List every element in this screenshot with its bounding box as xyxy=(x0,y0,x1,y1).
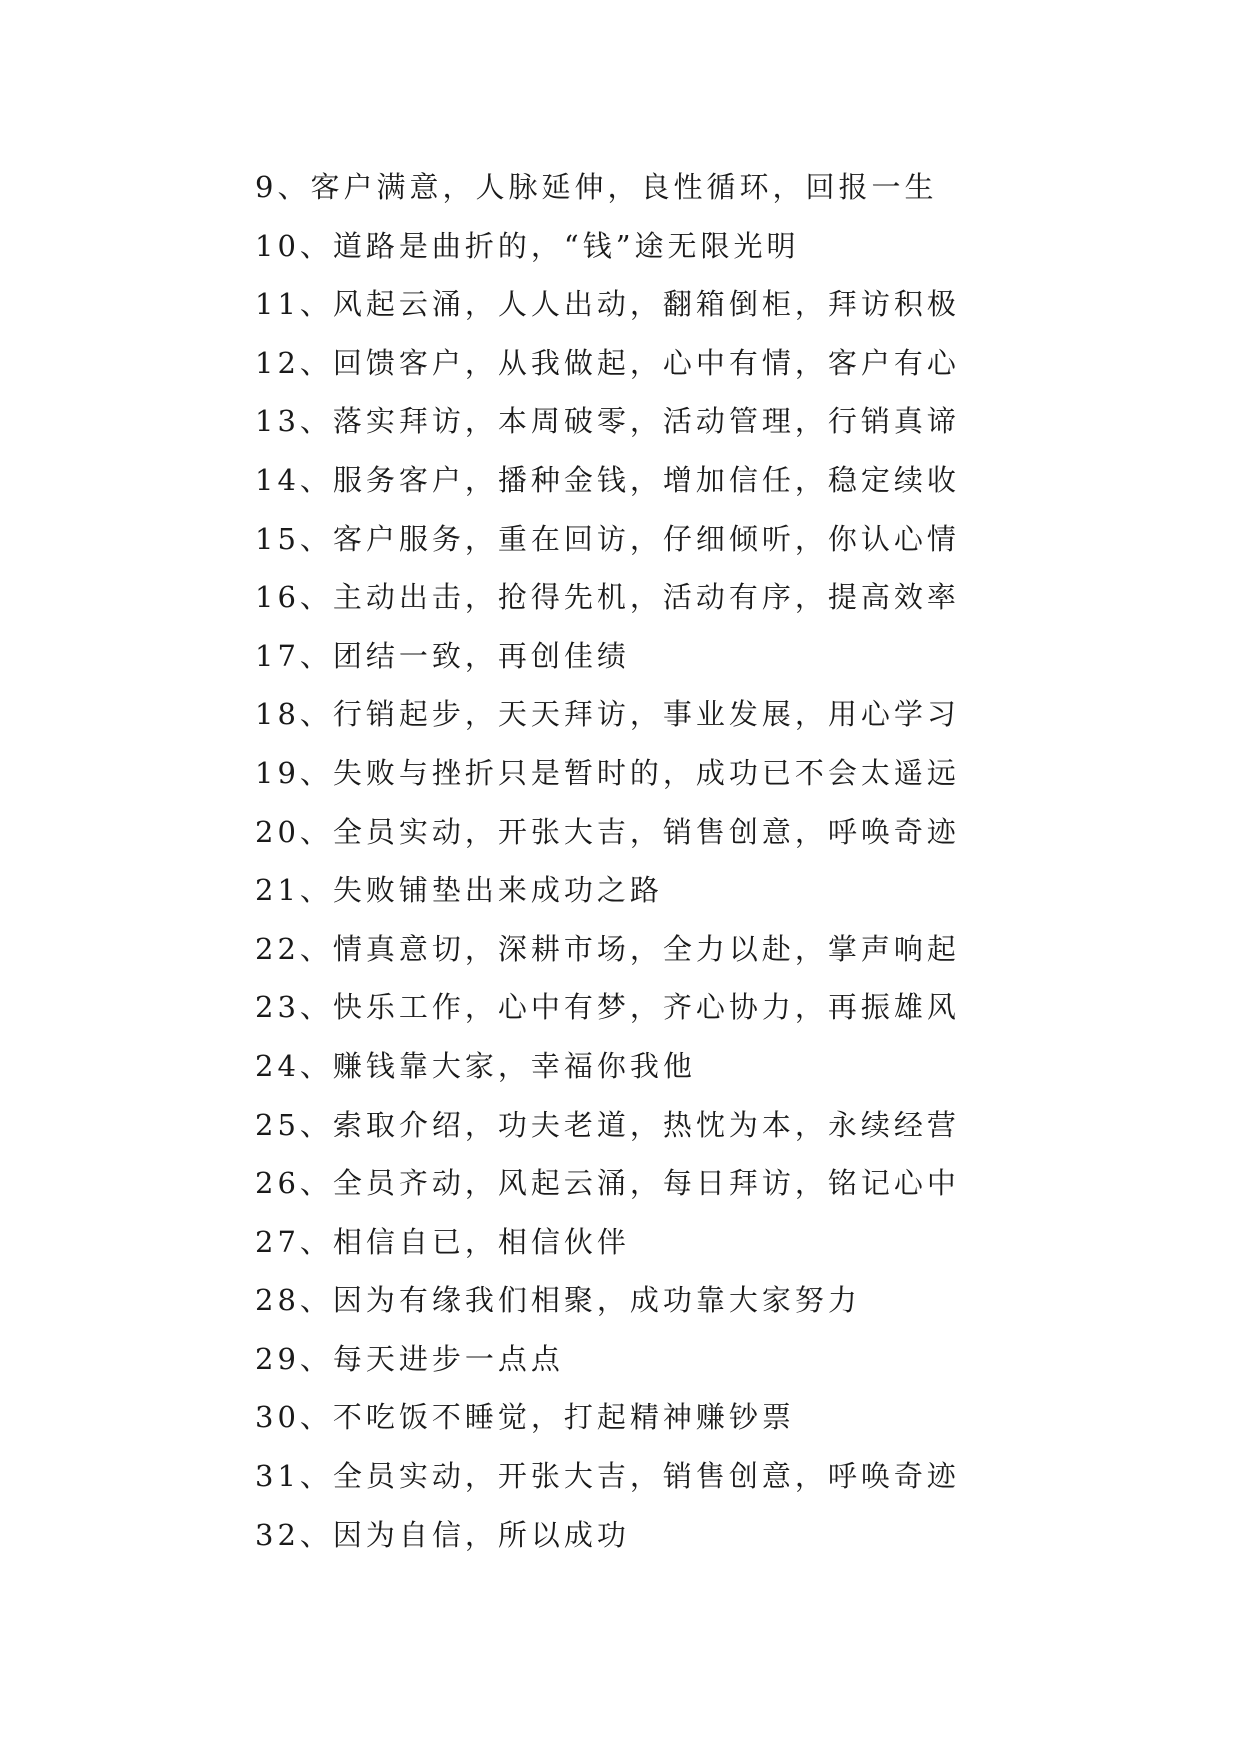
slogan-line: 17、团结一致，再创佳绩 xyxy=(255,638,630,673)
slogan-line: 31、全员实动，开张大吉，销售创意，呼唤奇迹 xyxy=(255,1459,960,1494)
slogan-line: 29、每天进步一点点 xyxy=(255,1341,564,1376)
slogan-line: 11、风起云涌，人人出动，翻箱倒柜，拜访积极 xyxy=(255,287,960,322)
slogan-line: 25、索取介绍，功夫老道，热忱为本，永续经营 xyxy=(255,1107,960,1142)
slogan-line: 12、回馈客户，从我做起，心中有情，客户有心 xyxy=(255,345,960,380)
slogan-line: 27、相信自已，相信伙伴 xyxy=(255,1224,630,1259)
slogan-line: 32、因为自信，所以成功 xyxy=(255,1517,630,1552)
slogan-line: 18、行销起步，天天拜访，事业发展，用心学习 xyxy=(255,697,960,732)
slogan-list xyxy=(255,158,1015,1564)
slogan-line: 20、全员实动，开张大吉，销售创意，呼唤奇迹 xyxy=(255,814,960,849)
slogan-line: 30、不吃饭不睡觉，打起精神赚钞票 xyxy=(255,1400,795,1435)
slogan-line: 16、主动出击，抢得先机，活动有序，提高效率 xyxy=(255,580,960,615)
slogan-line: 26、全员齐动，风起云涌，每日拜访，铭记心中 xyxy=(255,1166,960,1201)
slogan-line: 24、赚钱靠大家，幸福你我他 xyxy=(255,1048,696,1083)
slogan-line: 19、失败与挫折只是暂时的，成功已不会太遥远 xyxy=(255,755,960,790)
slogan-line: 28、因为有缘我们相聚，成功靠大家努力 xyxy=(255,1283,861,1318)
slogan-line: 21、失败铺垫出来成功之路 xyxy=(255,873,663,908)
slogan-line: 13、落实拜访，本周破零，活动管理，行销真谛 xyxy=(255,404,960,439)
slogan-line: 14、服务客户，播种金钱，增加信任，稳定续收 xyxy=(255,462,960,497)
slogan-line: 9、客户满意，人脉延伸，良性循环，回报一生 xyxy=(255,170,938,204)
slogan-line: 15、客户服务，重在回访，仔细倾听，你认心情 xyxy=(255,521,960,556)
slogan-line: 10、道路是曲折的，“钱”途无限光明 xyxy=(255,228,800,263)
slogan-line: 23、快乐工作，心中有梦，齐心协力，再振雄风 xyxy=(255,990,960,1025)
slogan-line: 22、情真意切，深耕市场，全力以赴，掌声响起 xyxy=(255,931,960,966)
